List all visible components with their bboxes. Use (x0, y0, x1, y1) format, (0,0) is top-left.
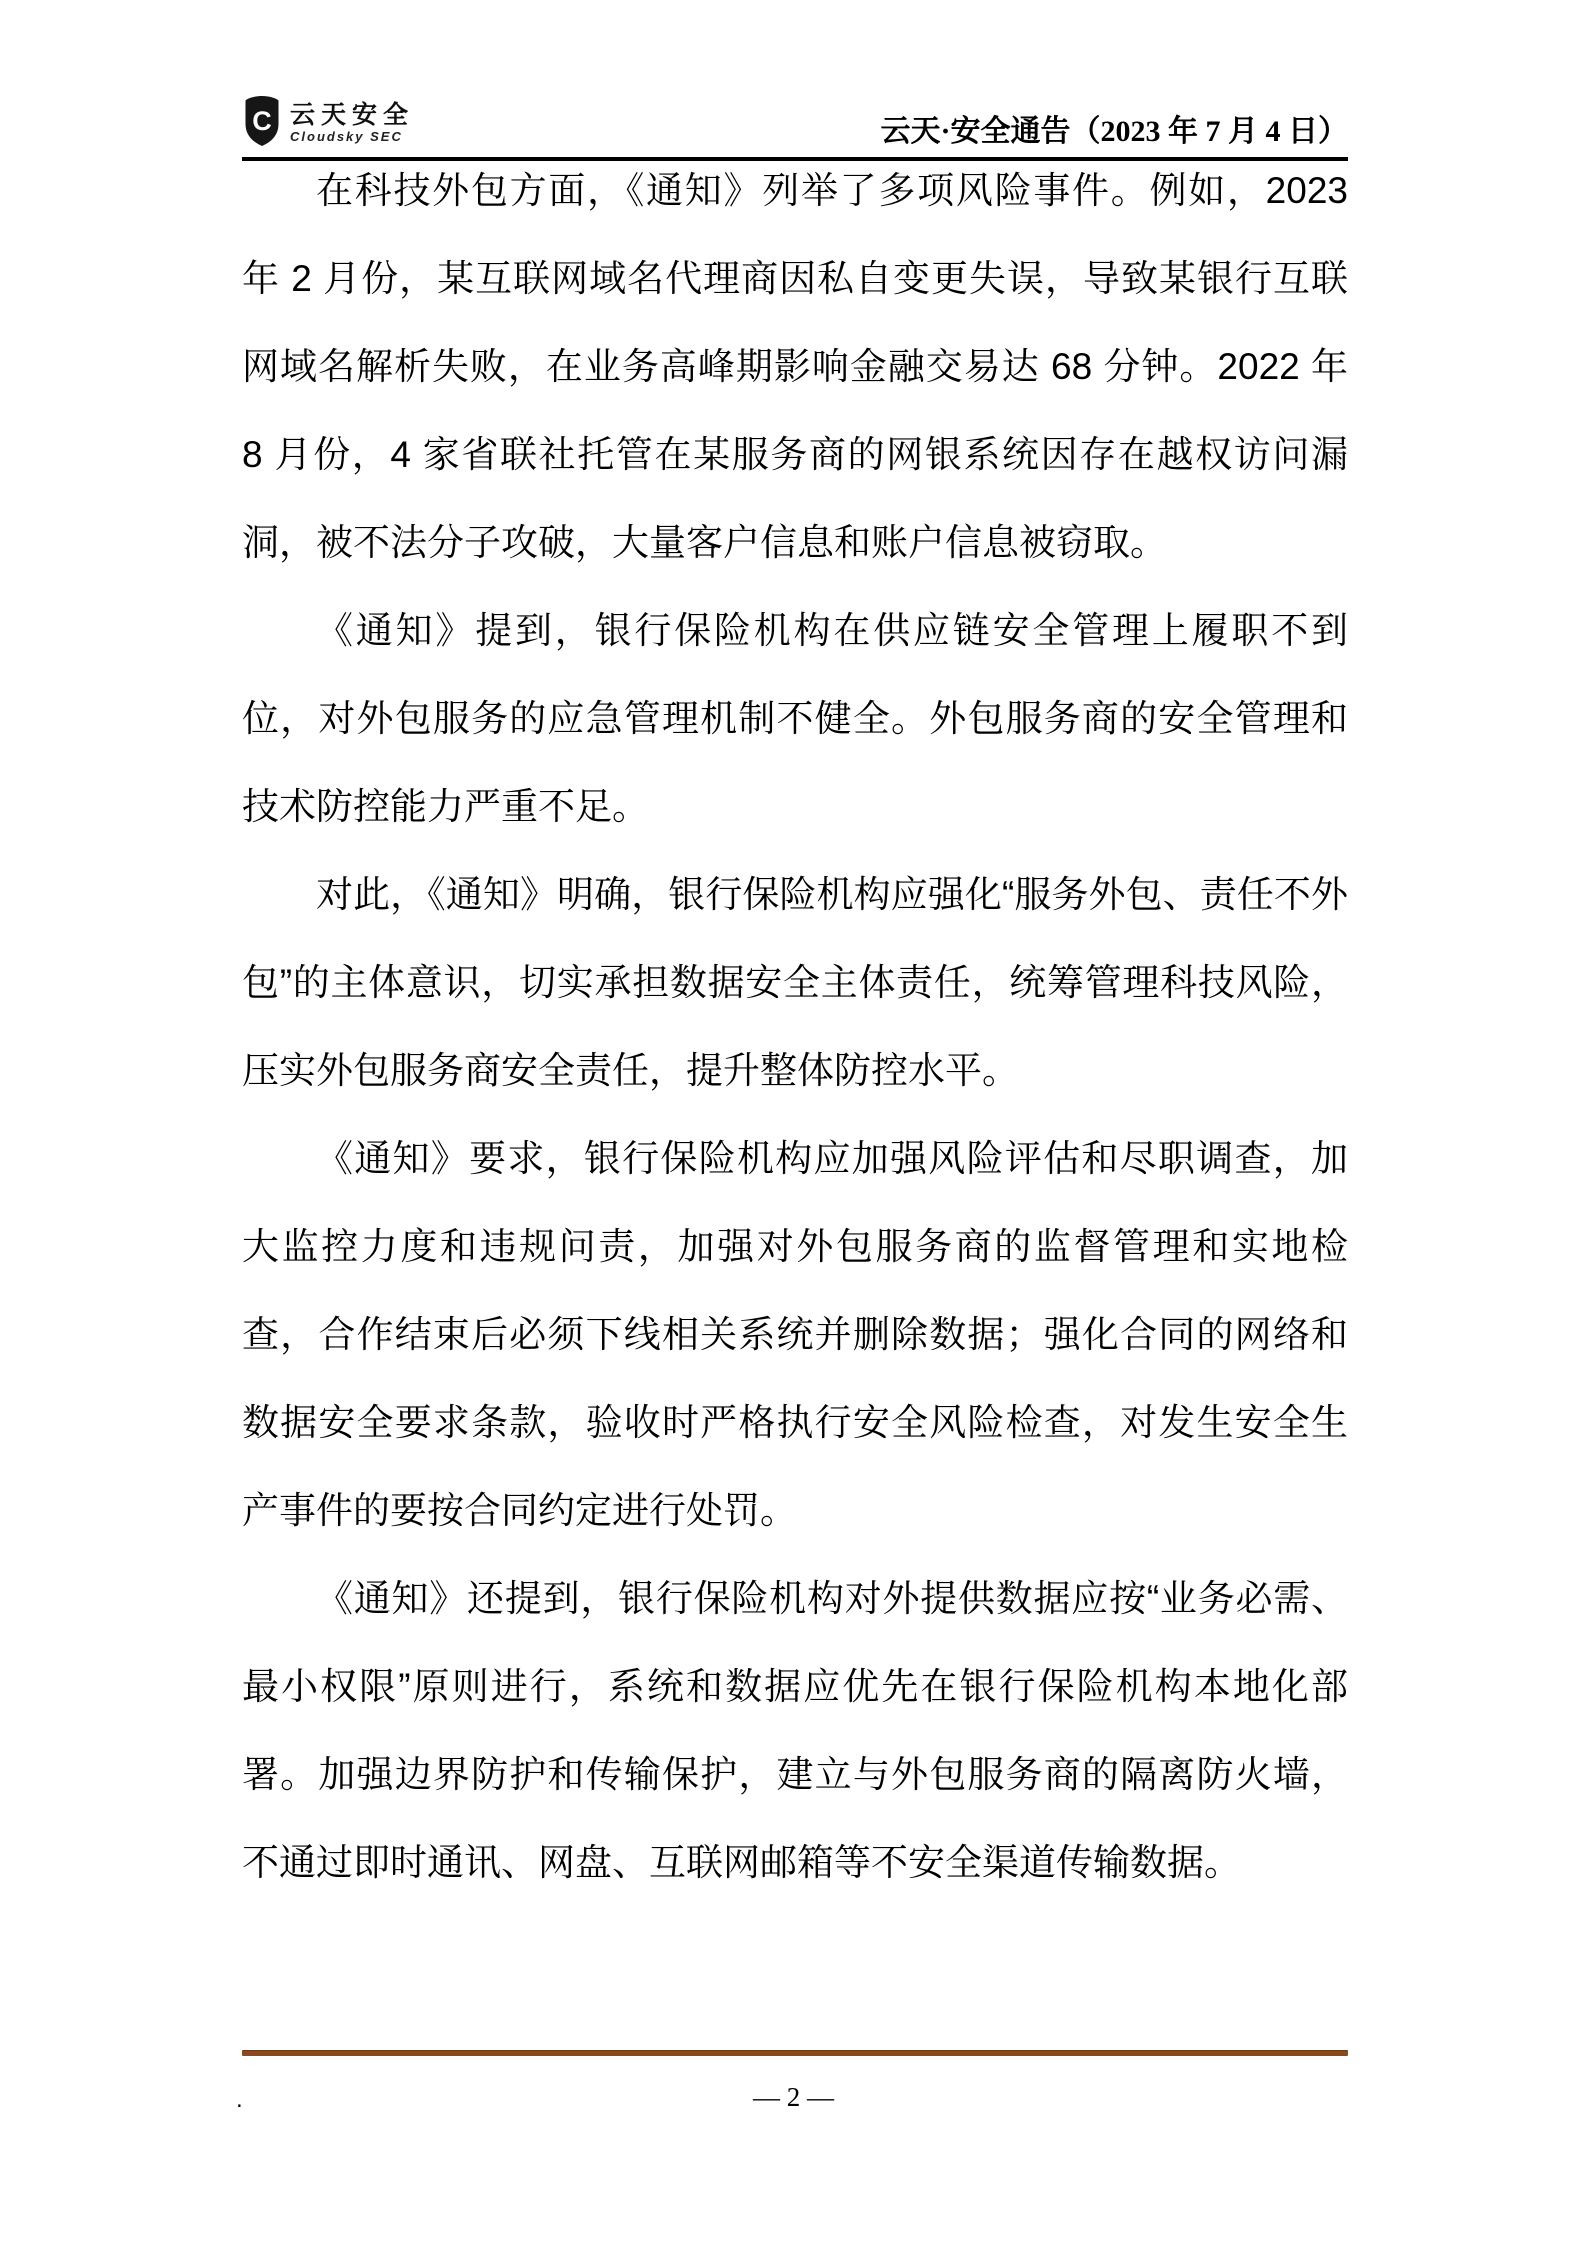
company-logo (242, 95, 414, 152)
page-number: — 2 — (753, 2082, 834, 2112)
footer-stray-mark: . (236, 2086, 243, 2113)
paragraph: 《通知》提到，银行保险机构在供应链安全管理上履职不到位，对外包服务的应急管理机制不健全。外包服务商的安全管理和技术防控能力严重不足。 (242, 610, 1348, 827)
paragraph: 《通知》要求，银行保险机构应加强风险评估和尽职调查，加大监控力度和违规问责，加强对外包服务商的监督管理和实地检查，合作结束后必须下线相关系统并删除数据；强化合同的网络和数据安全要求条款，验收时严格执行安全风险检查，对发生安全生产事件的要按合同约定进行处罚。 (242, 1138, 1348, 1531)
svg-text:C: C (252, 106, 272, 136)
paragraph: 对此，《通知》明确，银行保险机构应强化“服务外包、责任不外包”的主体意识，切实承担数据安全主体责任，统筹管理科技风险，压实外包服务商安全责任，提升整体防控水平。 (242, 874, 1348, 1091)
paragraph: 《通知》还提到，银行保险机构对外提供数据应按“业务必需、最小权限”原则进行，系统和数据应优先在银行保险机构本地化部署。加强边界防护和传输保护，建立与外包服务商的隔离防火墙，不通过即时通讯、网盘、互联网邮箱等不安全渠道传输数据。 (242, 1578, 1348, 1883)
logo-name-cn: 云天安全 (290, 100, 415, 129)
paragraph: 在科技外包方面，《通知》列举了多项风险事件。例如，2023 年 2 月份，某互联网域名代理商因私自变更失误，导致某银行互联网域名解析失败，在业务高峰期影响金融交易达 68 分钟。2022 年 8 月份，4 家省联社托管在某服务商的网银系统因存在越权访问漏洞，被不法分子攻破，大量客户信息和账户信息被窃取。 (242, 170, 1348, 563)
footer-rule (242, 2050, 1348, 2056)
logo-name-en: Cloudsky SEC (290, 129, 403, 145)
shield-c-logo-icon (242, 95, 282, 152)
page-header (242, 88, 1348, 152)
document-title: 云天·安全通告（2023 年 7 月 4 日） (880, 115, 1348, 148)
logo-text (290, 102, 414, 145)
document-body (242, 147, 1348, 1907)
